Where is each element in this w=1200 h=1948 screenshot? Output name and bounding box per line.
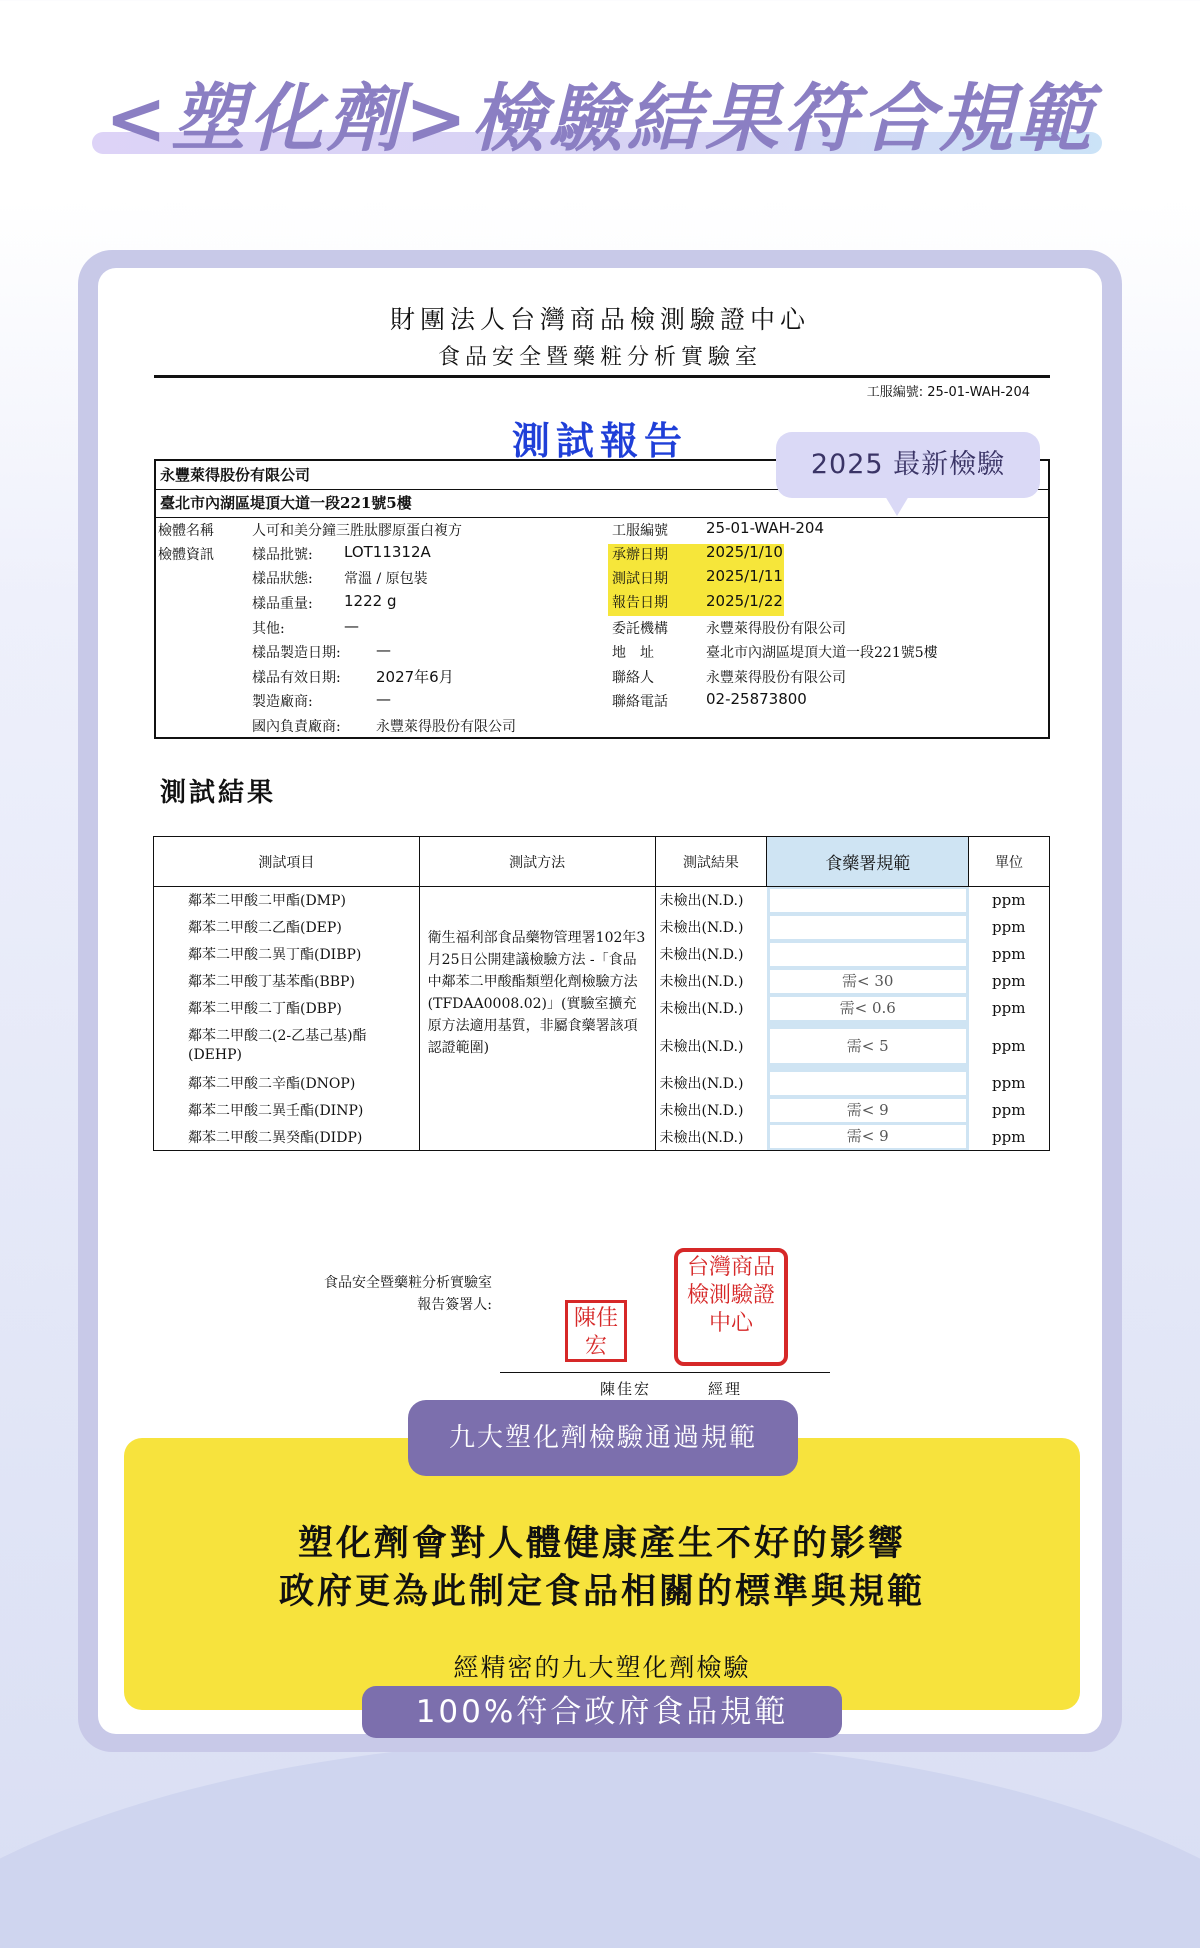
field-value: — (376, 690, 391, 708)
summary-line-3: 經精密的九大塑化劑檢驗 (453, 1653, 751, 1682)
field-label: 樣品重量: (252, 596, 313, 612)
field-value: 永豐萊得股份有限公司 (376, 719, 516, 735)
results-title: 測試結果 (160, 778, 277, 808)
field-value: — (376, 641, 391, 659)
field-value: 臺北市內湖區堤頂大道一段221號5樓 (706, 645, 938, 661)
result-cell: 未檢出(N.D.) (659, 893, 744, 910)
standard-cell (767, 995, 969, 1022)
method-cell: 衛生福利部食品藥物管理署102年3月25日公開建議檢驗方法 -「食品中鄰苯二甲酸酯類塑化劑檢驗方法(TFDAA0008.02)」(實驗室擴充原方法適用基質，非屬食藥署該項認證範圍) (419, 887, 655, 1151)
field-label: 國內負責廠商: (252, 719, 341, 735)
field-value: 2027年6月 (376, 668, 454, 686)
sample-info-label: 檢體資訊 (158, 547, 214, 563)
sample-name-label: 檢體名稱 (158, 523, 214, 539)
badge-pointer (885, 496, 909, 516)
item-cell: 鄰苯二甲酸二異丁酯(DIBP) (154, 941, 420, 968)
item-cell: 鄰苯二甲酸二異癸酯(DIDP) (154, 1124, 420, 1151)
unit-cell: ppm (969, 914, 1050, 941)
field-value: 常溫 / 原包裝 (344, 571, 428, 587)
field-value: 2025/1/10 (706, 543, 783, 561)
signature-signer-label: 報告簽署人: (417, 1297, 492, 1313)
result-cell: 未檢出(N.D.) (659, 947, 744, 963)
latest-test-badge: 2025 最新檢驗 (776, 432, 1040, 498)
unit-cell: ppm (969, 1070, 1050, 1097)
results-table (153, 836, 1050, 1151)
item-cell: 鄰苯二甲酸丁基苯酯(BBP) (154, 968, 420, 995)
header-item: 測試項目 (154, 837, 420, 887)
table-header-row (154, 837, 1050, 887)
field-label: 樣品製造日期: (252, 645, 341, 661)
standard-cell (767, 887, 969, 914)
standard-value (770, 889, 966, 912)
client-name: 永豐萊得股份有限公司 (160, 466, 311, 484)
compliance-banner: 100%符合政府食品規範 (362, 1686, 842, 1738)
result-cell: 未檢出(N.D.) (659, 1103, 744, 1119)
standard-cell (767, 1124, 969, 1151)
personal-seal: 陳佳宏 (565, 1300, 627, 1362)
item-cell: 鄰苯二甲酸二異壬酯(DINP) (154, 1097, 420, 1124)
signature-block (282, 1272, 492, 1316)
field-label-highlight: 報告日期 (608, 592, 784, 616)
result-cell: 未檢出(N.D.) (659, 920, 744, 936)
client-address: 臺北市內湖區堤頂大道一段221號5樓 (160, 494, 412, 512)
field-label: 其他: (252, 621, 285, 637)
headline-text: <塑化劑>檢驗結果符合規範 (104, 76, 1095, 162)
item-cell: 鄰苯二甲酸二(2-乙基己基)酯(DEHP) (154, 1022, 420, 1070)
field-value: 2025/1/22 (706, 592, 783, 610)
standard-cell (767, 941, 969, 968)
signature-lab-label: 食品安全暨藥粧分析實驗室 (324, 1275, 492, 1291)
standard-value (770, 1072, 966, 1095)
header-method: 測試方法 (419, 837, 655, 887)
field-label: 工服編號 (612, 523, 668, 539)
field-value: — (344, 617, 359, 635)
field-label: 製造廠商: (252, 694, 313, 710)
field-label: 地 址 (612, 645, 654, 661)
item-cell: 鄰苯二甲酸二乙酯(DEP) (154, 914, 420, 941)
sample-name: 人可和美分鐘三胜肽膠原蛋白複方 (252, 523, 462, 539)
signer-title: 經理 (708, 1380, 743, 1398)
field-label: 聯絡電話 (612, 694, 668, 710)
field-value: 1222 g (344, 592, 397, 610)
org-name: 財團法人台灣商品檢測驗證中心 (389, 305, 810, 334)
signer-name: 陳佳宏 (600, 1380, 652, 1398)
standard-cell (767, 968, 969, 995)
lab-name: 食品安全暨藥粧分析實驗室 (437, 345, 762, 370)
item-cell: 鄰苯二甲酸二丁酯(DBP) (154, 995, 420, 1022)
standard-value (770, 943, 966, 966)
standard-value: 需< 30 (770, 970, 966, 993)
field-label: 聯絡人 (612, 670, 654, 686)
field-label: 樣品批號: (252, 547, 313, 563)
standard-cell (767, 1022, 969, 1070)
field-label: 樣品有效日期: (252, 670, 341, 686)
pass-banner: 九大塑化劑檢驗通過規範 (408, 1400, 798, 1476)
header-unit: 單位 (969, 837, 1050, 887)
result-cell: 未檢出(N.D.) (659, 1001, 744, 1017)
organization-seal: 台灣商品檢測驗證中心 (674, 1248, 788, 1366)
result-cell: 未檢出(N.D.) (659, 1076, 744, 1092)
field-value: 25-01-WAH-204 (706, 519, 824, 537)
header-result: 測試結果 (655, 837, 767, 887)
field-value: LOT11312A (344, 543, 431, 561)
item-cell: 鄰苯二甲酸二甲酯(DMP) (154, 887, 420, 914)
standard-cell (767, 914, 969, 941)
result-cell: 未檢出(N.D.) (659, 974, 744, 990)
field-label-highlight: 承辦日期 (608, 544, 784, 568)
standard-value: 需< 5 (770, 1029, 966, 1063)
result-cell: 未檢出(N.D.) (655, 1124, 767, 1151)
field-value: 永豐萊得股份有限公司 (706, 670, 846, 686)
item-cell: 鄰苯二甲酸二辛酯(DNOP) (154, 1070, 420, 1097)
unit-cell: ppm (969, 1124, 1050, 1151)
unit-cell: ppm (969, 995, 1050, 1022)
standard-value: 需< 9 (770, 1099, 966, 1122)
unit-cell: ppm (969, 941, 1050, 968)
info-divider (156, 517, 1048, 518)
field-label: 委託機構 (612, 621, 668, 637)
unit-cell: ppm (969, 1022, 1050, 1070)
standard-value: 需< 9 (770, 1125, 966, 1148)
header-divider (154, 375, 1050, 378)
unit-cell: ppm (969, 887, 1050, 914)
table-row (154, 887, 1050, 914)
field-label-highlight: 測試日期 (608, 568, 784, 592)
field-label: 樣品狀態: (252, 571, 313, 587)
unit-cell: ppm (969, 968, 1050, 995)
signature-line (500, 1372, 830, 1373)
standard-value (770, 916, 966, 939)
standard-cell (767, 1070, 969, 1097)
headline (0, 60, 1200, 166)
standard-cell (767, 1097, 969, 1124)
unit-cell: ppm (969, 1097, 1050, 1124)
summary-line-1: 塑化劑會對人體健康產生不好的影響 (297, 1524, 906, 1564)
summary-line-2: 政府更為此制定食品相關的標準與規範 (278, 1572, 925, 1612)
field-value: 02-25873800 (706, 690, 807, 708)
field-value: 2025/1/11 (706, 567, 783, 585)
background-arc (0, 1740, 1200, 1948)
case-number-top: 工服編號: 25-01-WAH-204 (866, 385, 1030, 400)
field-value: 永豐萊得股份有限公司 (706, 621, 846, 637)
standard-value: 需< 0.6 (770, 997, 966, 1020)
result-cell: 未檢出(N.D.) (659, 1038, 744, 1055)
report-title: 測試報告 (511, 418, 688, 463)
header-standard: 食藥署規範 (767, 837, 969, 887)
